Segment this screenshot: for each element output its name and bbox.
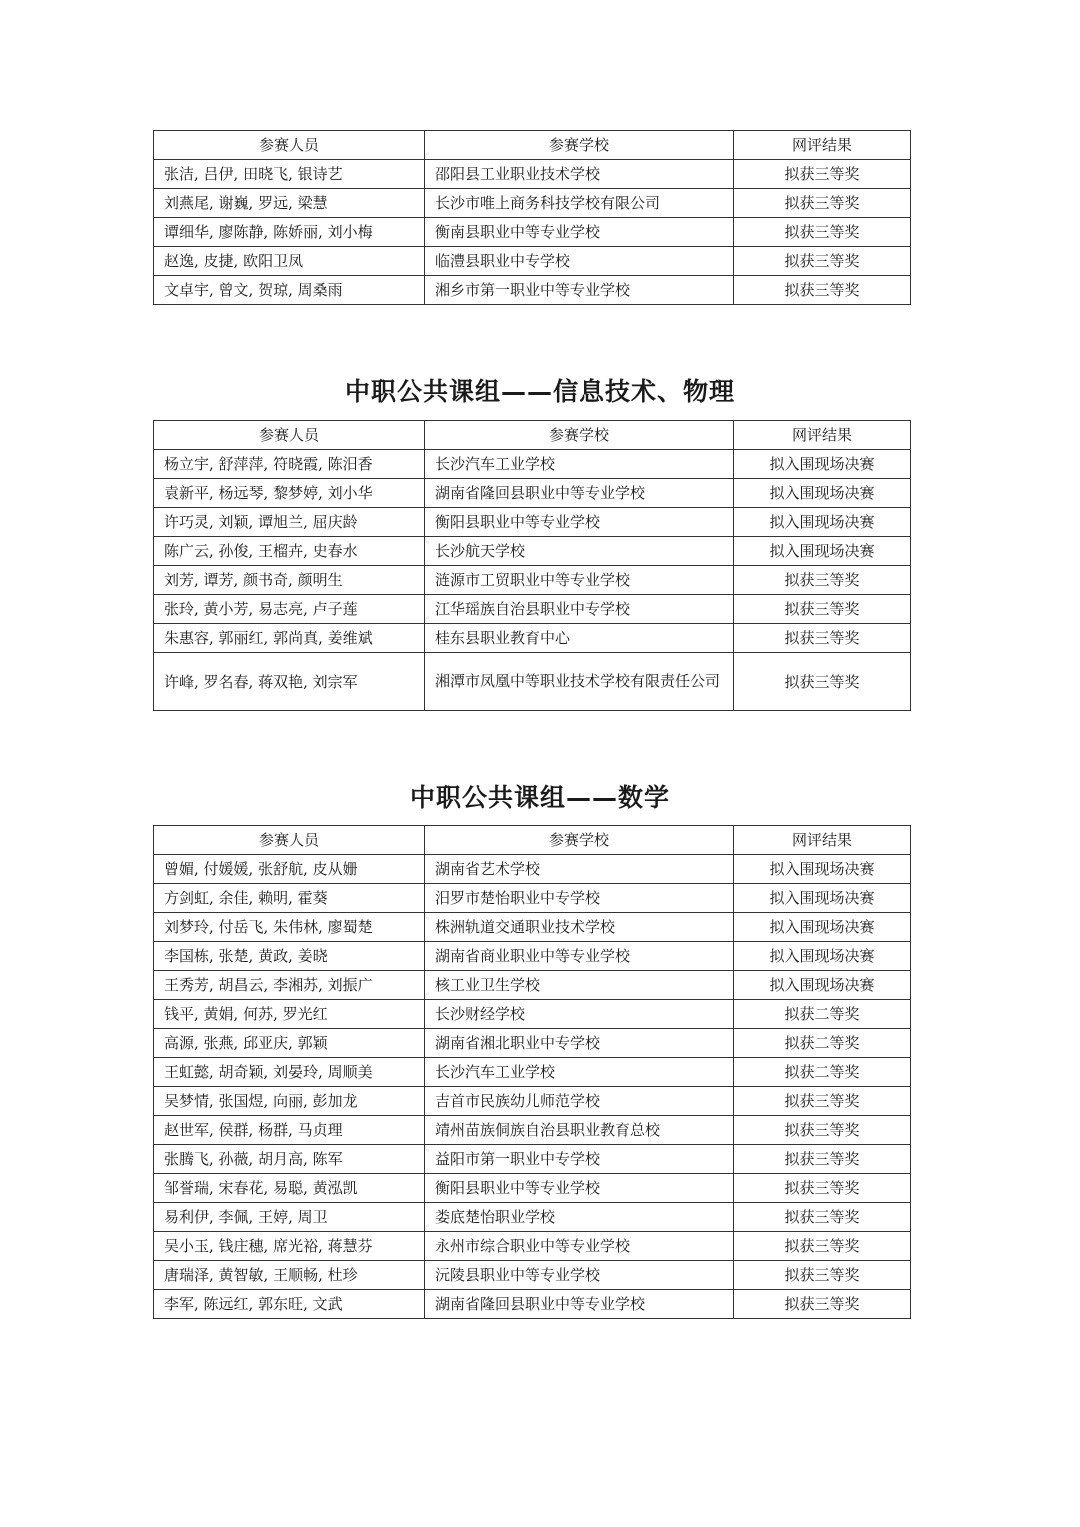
cell-members: 刘燕尾, 谢巍, 罗远, 梁慧 (154, 189, 425, 218)
cell-members: 邹誉瑞, 宋春花, 易聪, 黄泓凯 (154, 1174, 425, 1203)
header-school: 参赛学校 (425, 826, 734, 855)
cell-result: 拟获三等奖 (734, 247, 911, 276)
cell-result: 拟获三等奖 (734, 1232, 911, 1261)
cell-school: 湖南省隆回县职业中等专业学校 (425, 1290, 734, 1319)
table-row (154, 884, 911, 913)
table-row (154, 595, 911, 624)
cell-members: 曾媚, 付媛媛, 张舒航, 皮从姗 (154, 855, 425, 884)
cell-result: 拟入围现场决赛 (734, 942, 911, 971)
table-row (154, 537, 911, 566)
cell-members: 李国栋, 张楚, 黄政, 姜晓 (154, 942, 425, 971)
cell-school: 益阳市第一职业中专学校 (425, 1145, 734, 1174)
cell-school: 邵阳县工业职业技术学校 (425, 160, 734, 189)
cell-result: 拟入围现场决赛 (734, 508, 911, 537)
cell-members: 吴小玉, 钱庄穗, 席光裕, 蒋慧芬 (154, 1232, 425, 1261)
cell-result: 拟入围现场决赛 (734, 913, 911, 942)
cell-members: 赵逸, 皮捷, 欧阳卫凤 (154, 247, 425, 276)
cell-result: 拟获三等奖 (734, 653, 911, 711)
cell-school: 长沙财经学校 (425, 1000, 734, 1029)
cell-result: 拟获三等奖 (734, 1174, 911, 1203)
cell-result: 拟入围现场决赛 (734, 884, 911, 913)
table-header-row (154, 131, 911, 160)
header-members: 参赛人员 (154, 131, 425, 160)
cell-school: 涟源市工贸职业中等专业学校 (425, 566, 734, 595)
cell-school: 长沙汽车工业学校 (425, 1058, 734, 1087)
table-row (154, 1232, 911, 1261)
cell-members: 文卓宇, 曾文, 贺琼, 周桑雨 (154, 276, 425, 305)
cell-result: 拟获三等奖 (734, 624, 911, 653)
cell-result: 拟获二等奖 (734, 1000, 911, 1029)
cell-school: 江华瑶族自治县职业中专学校 (425, 595, 734, 624)
cell-school: 核工业卫生学校 (425, 971, 734, 1000)
header-school: 参赛学校 (425, 131, 734, 160)
cell-result: 拟获三等奖 (734, 1087, 911, 1116)
results-table-3-wrapper (153, 825, 910, 1319)
cell-result: 拟获三等奖 (734, 189, 911, 218)
cell-members: 王秀芳, 胡昌云, 李湘苏, 刘振广 (154, 971, 425, 1000)
cell-result: 拟获二等奖 (734, 1029, 911, 1058)
cell-members: 刘梦玲, 付岳飞, 朱伟林, 廖蜀楚 (154, 913, 425, 942)
table-row (154, 1087, 911, 1116)
cell-school: 娄底楚怡职业学校 (425, 1203, 734, 1232)
cell-members: 易利伊, 李佩, 王婷, 周卫 (154, 1203, 425, 1232)
header-school: 参赛学校 (425, 421, 734, 450)
cell-school: 湖南省商业职业中等专业学校 (425, 942, 734, 971)
table-row (154, 855, 911, 884)
cell-members: 张洁, 吕伊, 田晓飞, 银诗艺 (154, 160, 425, 189)
cell-members: 刘芳, 谭芳, 颜书奇, 颜明生 (154, 566, 425, 595)
cell-result: 拟获三等奖 (734, 1290, 911, 1319)
cell-school: 吉首市民族幼儿师范学校 (425, 1087, 734, 1116)
cell-result: 拟入围现场决赛 (734, 855, 911, 884)
table-row (154, 508, 911, 537)
results-table-1-wrapper (153, 130, 910, 305)
table-row (154, 479, 911, 508)
cell-school: 汨罗市楚怡职业中专学校 (425, 884, 734, 913)
results-table (153, 130, 911, 305)
cell-result: 拟入围现场决赛 (734, 537, 911, 566)
table-row (154, 1116, 911, 1145)
table-row (154, 653, 911, 711)
cell-members: 朱惠容, 郭丽红, 郭尚真, 姜维斌 (154, 624, 425, 653)
table-row (154, 450, 911, 479)
cell-school: 衡南县职业中等专业学校 (425, 218, 734, 247)
cell-members: 方剑虹, 余佳, 赖明, 霍葵 (154, 884, 425, 913)
cell-members: 吴梦情, 张国煜, 向丽, 彭加龙 (154, 1087, 425, 1116)
cell-result: 拟获三等奖 (734, 160, 911, 189)
table-row (154, 1029, 911, 1058)
cell-result: 拟入围现场决赛 (734, 450, 911, 479)
cell-school: 衡阳县职业中等专业学校 (425, 508, 734, 537)
table-row (154, 160, 911, 189)
header-members: 参赛人员 (154, 421, 425, 450)
cell-members: 唐瑞泽, 黄智敏, 王顺畅, 杜珍 (154, 1261, 425, 1290)
section-title: 中职公共课组——数学 (409, 783, 670, 812)
table-row (154, 1000, 911, 1029)
cell-members: 高源, 张燕, 邱亚庆, 郭颖 (154, 1029, 425, 1058)
cell-members: 李军, 陈远红, 郭东旺, 文武 (154, 1290, 425, 1319)
cell-school: 靖州苗族侗族自治县职业教育总校 (425, 1116, 734, 1145)
results-table-2-wrapper (153, 420, 910, 711)
table-row (154, 1203, 911, 1232)
table-row (154, 913, 911, 942)
cell-school: 湖南省湘北职业中专学校 (425, 1029, 734, 1058)
cell-school: 株洲轨道交通职业技术学校 (425, 913, 734, 942)
results-table (153, 825, 911, 1319)
cell-members: 钱平, 黄娟, 何苏, 罗光红 (154, 1000, 425, 1029)
cell-members: 张玲, 黄小芳, 易志亮, 卢子莲 (154, 595, 425, 624)
table-row (154, 218, 911, 247)
table-row (154, 566, 911, 595)
cell-members: 许巧灵, 刘颖, 谭旭兰, 屈庆龄 (154, 508, 425, 537)
cell-members: 赵世军, 侯群, 杨群, 马贞理 (154, 1116, 425, 1145)
header-result: 网评结果 (734, 131, 911, 160)
cell-school: 长沙市唯上商务科技学校有限公司 (425, 189, 734, 218)
cell-members: 张腾飞, 孙薇, 胡月高, 陈军 (154, 1145, 425, 1174)
table-row (154, 1145, 911, 1174)
cell-members: 谭细华, 廖陈静, 陈娇丽, 刘小梅 (154, 218, 425, 247)
cell-school: 沅陵县职业中等专业学校 (425, 1261, 734, 1290)
table-header-row (154, 421, 911, 450)
table-row (154, 276, 911, 305)
cell-result: 拟获三等奖 (734, 276, 911, 305)
table-row (154, 1174, 911, 1203)
cell-school: 湘潭市凤凰中等职业技术学校有限责任公司 (425, 653, 734, 711)
cell-school: 长沙航天学校 (425, 537, 734, 566)
cell-members: 袁新平, 杨远琴, 黎梦婷, 刘小华 (154, 479, 425, 508)
cell-result: 拟获三等奖 (734, 1203, 911, 1232)
cell-members: 许峰, 罗名春, 蒋双艳, 刘宗军 (154, 653, 425, 711)
table-row (154, 942, 911, 971)
header-result: 网评结果 (734, 421, 911, 450)
cell-result: 拟获三等奖 (734, 218, 911, 247)
cell-school: 湖南省隆回县职业中等专业学校 (425, 479, 734, 508)
cell-result: 拟获二等奖 (734, 1058, 911, 1087)
cell-school: 桂东县职业教育中心 (425, 624, 734, 653)
cell-result: 拟获三等奖 (734, 566, 911, 595)
table-row (154, 971, 911, 1000)
cell-result: 拟获三等奖 (734, 1145, 911, 1174)
table-row (154, 247, 911, 276)
cell-school: 湖南省艺术学校 (425, 855, 734, 884)
table-row (154, 1261, 911, 1290)
header-result: 网评结果 (734, 826, 911, 855)
cell-school: 永州市综合职业中等专业学校 (425, 1232, 734, 1261)
table-header-row (154, 826, 911, 855)
table-row (154, 624, 911, 653)
cell-result: 拟获三等奖 (734, 1261, 911, 1290)
cell-members: 杨立宇, 舒萍萍, 符晓霞, 陈汨香 (154, 450, 425, 479)
cell-result: 拟获三等奖 (734, 1116, 911, 1145)
cell-school: 临澧县职业中专学校 (425, 247, 734, 276)
table-row (154, 1290, 911, 1319)
cell-school: 长沙汽车工业学校 (425, 450, 734, 479)
cell-result: 拟获三等奖 (734, 595, 911, 624)
results-table (153, 420, 911, 711)
section-title: 中职公共课组——信息技术、物理 (344, 377, 735, 406)
cell-school: 湘乡市第一职业中等专业学校 (425, 276, 734, 305)
cell-result: 拟入围现场决赛 (734, 971, 911, 1000)
table-row (154, 189, 911, 218)
table-row (154, 1058, 911, 1087)
cell-school: 衡阳县职业中等专业学校 (425, 1174, 734, 1203)
cell-members: 王虹懿, 胡奇颖, 刘晏玲, 周顺美 (154, 1058, 425, 1087)
header-members: 参赛人员 (154, 826, 425, 855)
cell-members: 陈广云, 孙俊, 王榴卉, 史春水 (154, 537, 425, 566)
cell-result: 拟入围现场决赛 (734, 479, 911, 508)
